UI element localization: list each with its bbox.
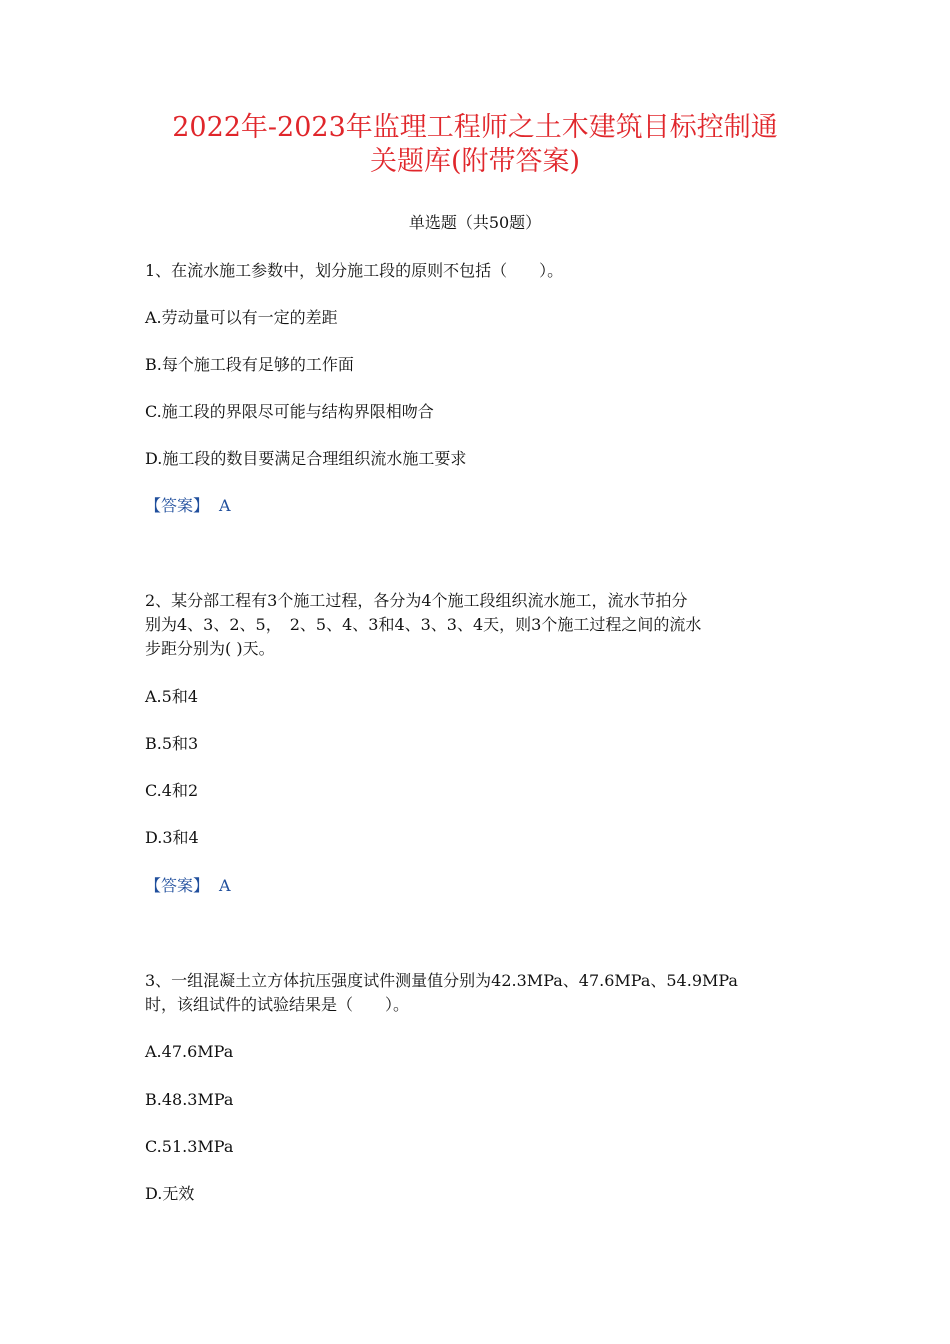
question-2-option-a: A.5和4 <box>145 687 199 706</box>
question-1-option-b: B.每个施工段有足够的工作面 <box>145 355 354 374</box>
question-3-option-d: D.无效 <box>145 1184 195 1203</box>
section-heading: 单选题（共50题） <box>408 213 542 232</box>
question-2-answer <box>145 875 231 897</box>
answer-value: A <box>219 496 231 515</box>
document-title-line-1: 2022年-2023年监理工程师之土木建筑目标控制通 <box>172 112 778 143</box>
question-1-option-d: D.施工段的数目要满足合理组织流水施工要求 <box>145 449 467 468</box>
question-2-option-b: B.5和3 <box>145 734 199 753</box>
question-2-stem <box>145 589 810 661</box>
question-1-option-a: A.劳动量可以有一定的差距 <box>145 308 338 327</box>
document-title-line-2: 关题库(附带答案) <box>369 146 581 177</box>
question-3-option-c: C.51.3MPa <box>145 1137 234 1156</box>
answer-label: 【答案】 <box>145 496 210 515</box>
question-2-option-c: C.4和2 <box>145 781 199 800</box>
answer-value: A <box>219 876 231 895</box>
question-stem-line: 时，该组试件的试验结果是（ ）。 <box>145 995 410 1014</box>
question-3-option-b: B.48.3MPa <box>145 1090 234 1109</box>
question-stem-line: 别为4、3、2、5， 2、5、4、3和4、3、3、4天，则3个施工过程之间的流水 <box>145 615 702 634</box>
question-stem-line: 步距分别为( )天。 <box>145 639 275 658</box>
question-stem-line: 1、在流水施工参数中，划分施工段的原则不包括（ ）。 <box>145 261 564 280</box>
question-2-option-d: D.3和4 <box>145 828 199 847</box>
question-3-stem <box>145 969 810 1017</box>
question-1-stem <box>145 259 810 283</box>
question-stem-line: 2、某分部工程有3个施工过程，各分为4个施工段组织流水施工，流水节拍分 <box>145 591 688 610</box>
question-3-option-a: A.47.6MPa <box>145 1042 234 1061</box>
question-1-answer <box>145 495 231 517</box>
question-1-option-c: C.施工段的界限尽可能与结构界限相吻合 <box>145 402 434 421</box>
question-stem-line: 3、一组混凝土立方体抗压强度试件测量值分别为42.3MPa、47.6MPa、54.9MPa <box>145 971 738 990</box>
answer-label: 【答案】 <box>145 876 210 895</box>
